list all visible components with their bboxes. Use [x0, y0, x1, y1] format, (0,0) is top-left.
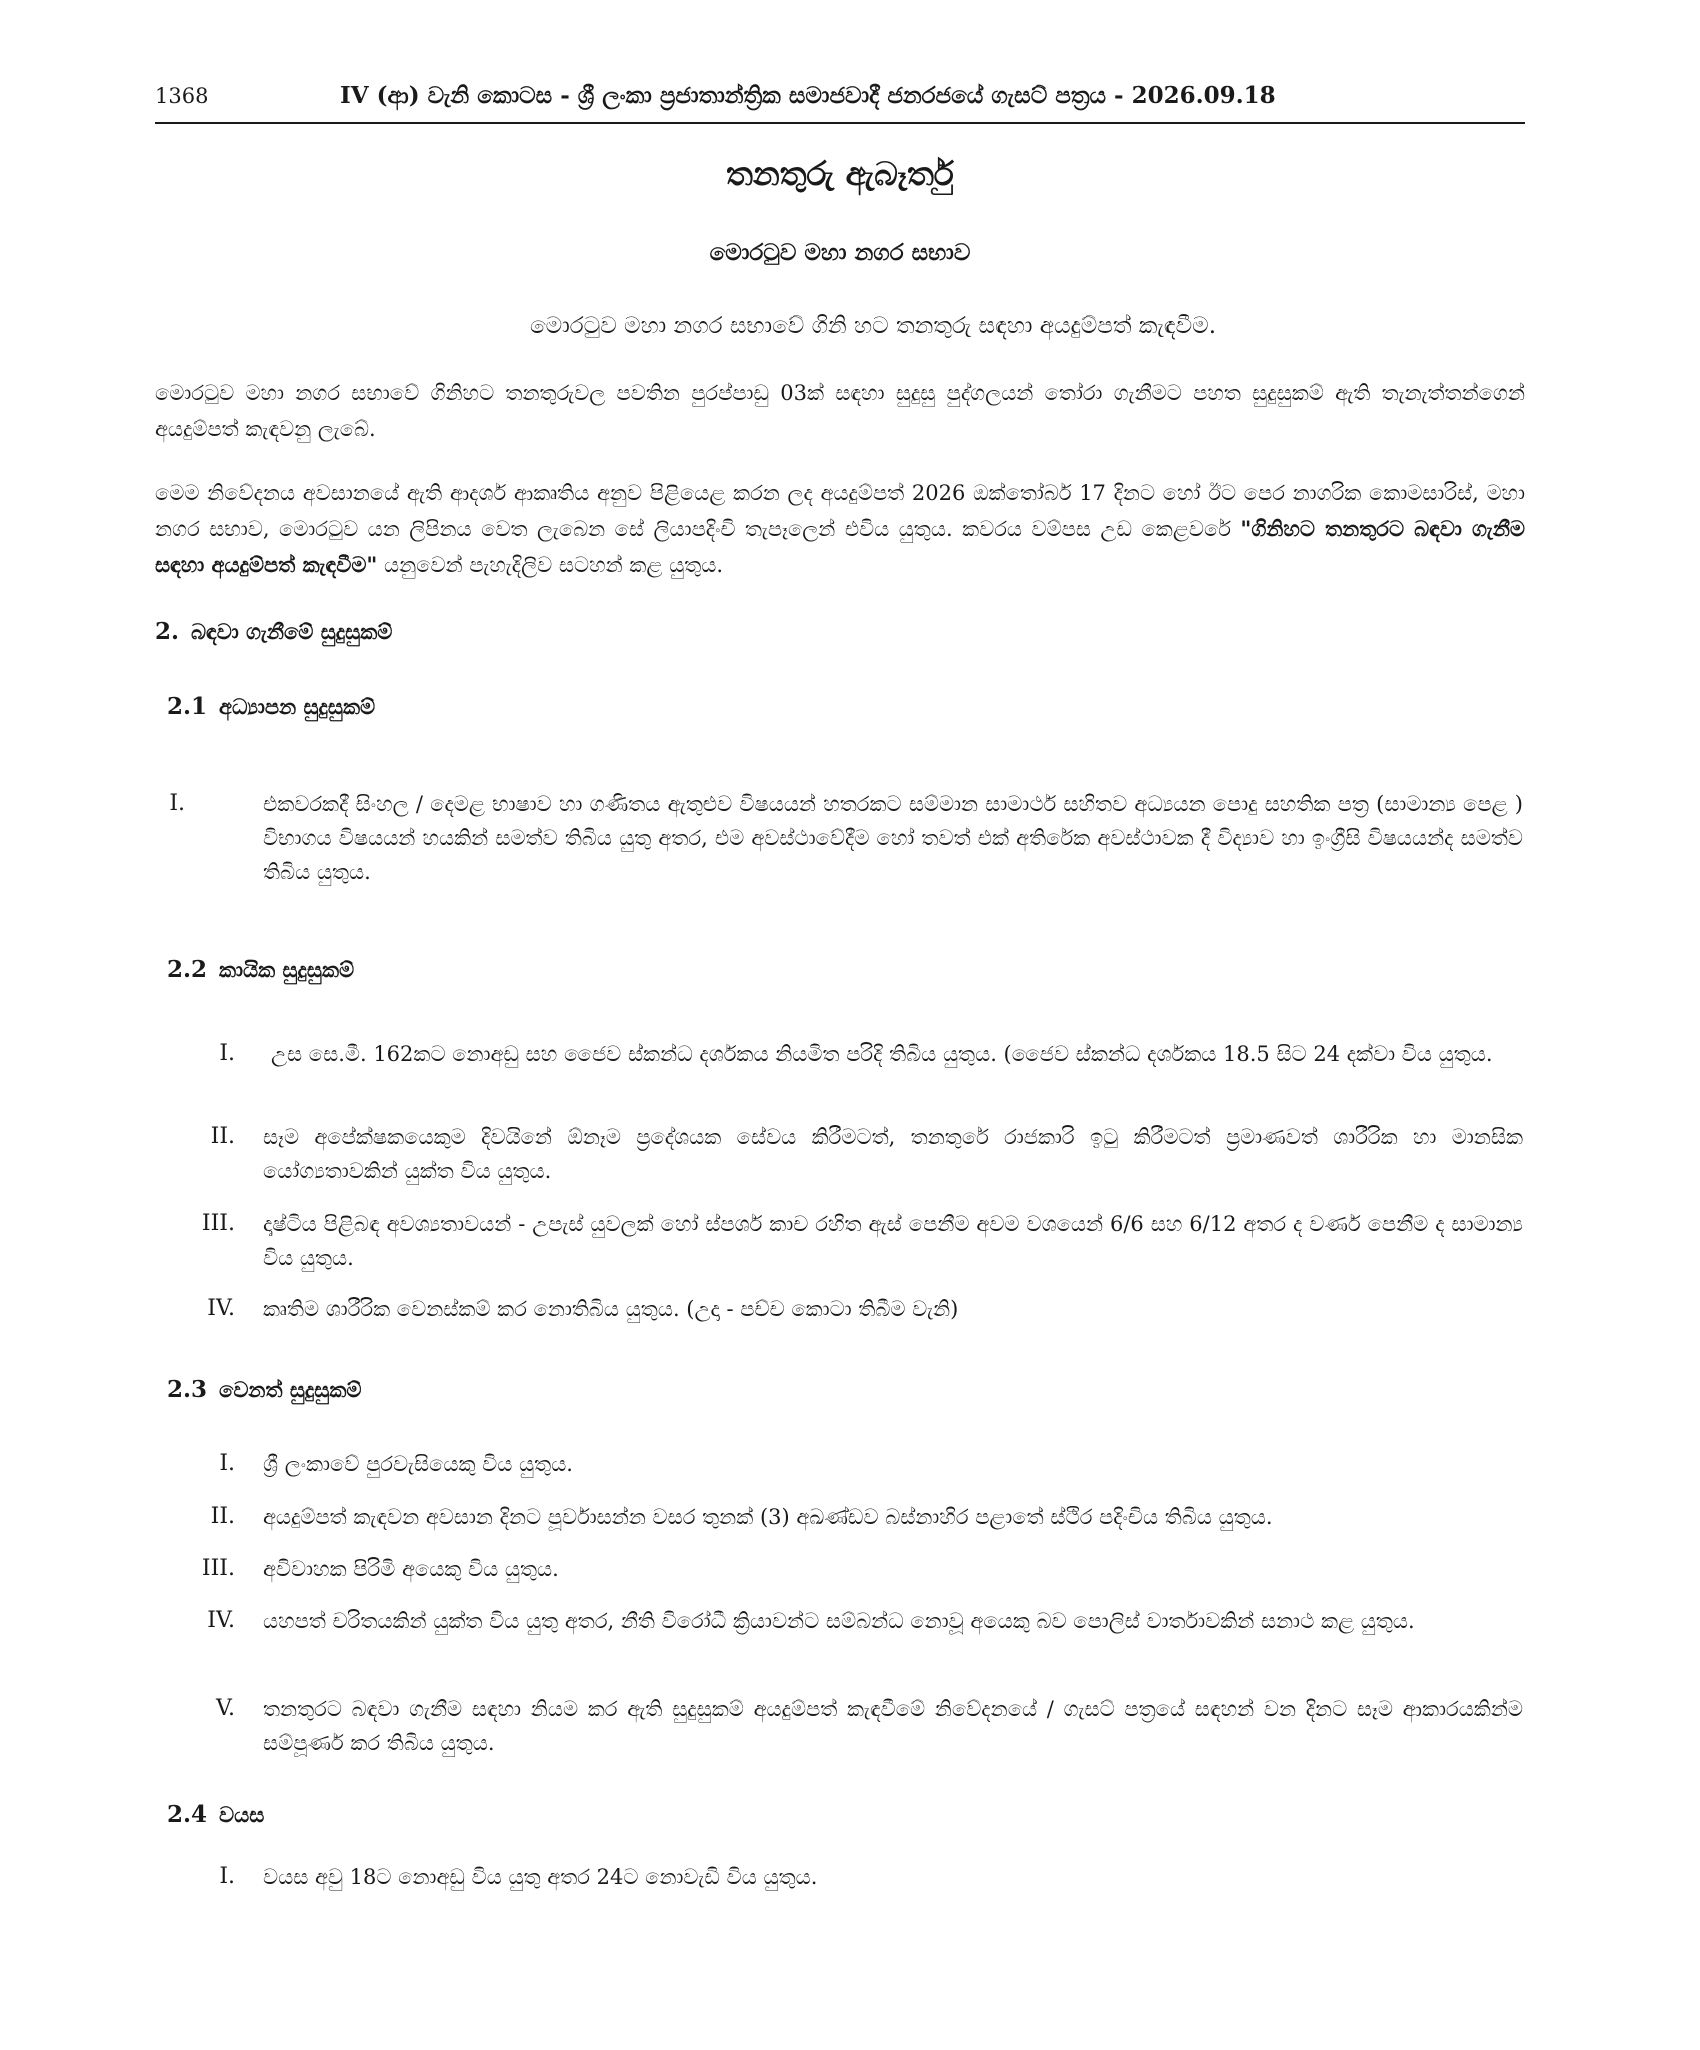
subsection-number: 2.1 [167, 693, 208, 720]
subsection-heading [167, 1800, 264, 1830]
intro-paragraph-1: මොරටුව මහා නගර සභාවේ ගිනිහට තනතුරුවල පවතින පුරප්පාඩු 03ක් සඳහා සුදුසු පුද්ගලයන් තෝරා ගැනීමට පහත සුදුසුකම් ඇති තැනැත්තන්ගෙන් අයදුම්පත් කැඳවනු ලැබේ. [155, 381, 1525, 441]
item-numeral: II. [210, 1504, 235, 1529]
item-text: සෑම අපේක්ෂකයෙකුම දිවයිනේ ඕනෑම ප්‍රදේශයක සේවය කිරීමටත්, තනතුරේ රාජකාරි ඉටු කිරීමටත් ප්‍රමාණවත් ශාරීරික හා මානසික යෝග්‍යතාවකින් යුක්ත විය යුතුය. [263, 1125, 1523, 1183]
item-text: ශ්‍රී ලංකාවේ පුරවැසියෙකු විය යුතුය. [263, 1452, 573, 1476]
subsection-heading [167, 955, 354, 985]
subsection-number: 2.4 [167, 1801, 208, 1828]
intro-text-after: යනුවෙන් පැහැදිලිව සටහන් කළ යුතුය. [377, 553, 724, 577]
subsection-heading [167, 1375, 362, 1405]
item-text: කෘතිම ශාරීරික වෙනස්කම් කර නොතිබිය යුතුය. (උදා - පච්ච කොටා තිබීම වැනි) [263, 1297, 959, 1321]
running-header [155, 82, 1525, 122]
item-numeral: V. [215, 1696, 235, 1721]
running-title: IV (ආ) වැනි කොටස - ශ්‍රී ලංකා ප්‍රජාතාන්ත්‍රික සමාජවාදී ජනරජයේ ගැසට් පත්‍රය - 2026.09.18 [340, 82, 1276, 109]
item-text: වයස අවු 18ට නොඅඩු විය යුතු අතර 24ට නොවැඩි විය යුතුය. [263, 1865, 818, 1889]
subsection-heading [167, 692, 375, 722]
intro-paragraph-2 [155, 475, 1525, 583]
subsection-number: 2.3 [167, 1376, 208, 1403]
item-text: අයදුම්පත් කැඳවන අවසාන දිනට පූර්වාසන්න වසර තුනක් (3) අඛණ්ඩව බස්නාහිර පළාතේ ස්ථිර පදිංචිය තිබිය යුතුය. [263, 1505, 1273, 1529]
subsection-title: කායික සුදුසුකම් [219, 957, 355, 982]
item-text: තනතුරට බඳවා ගැනීම සඳහා නියම කර ඇති සුදුසුකම් අයදුම්පත් කැඳවීමේ නිවේදනයේ / ගැසට් පත්‍රයේ සඳහන් වන දිනට සෑම ආකාරයකින්ම සම්පූර්ණ කර තිබිය යුතුය. [263, 1697, 1523, 1755]
subsection-number: 2.2 [167, 956, 208, 983]
item-numeral: III. [201, 1211, 235, 1236]
page-number: 1368 [155, 84, 209, 108]
subsection-title: වෙනත් සුදුසුකම් [219, 1377, 362, 1402]
intro-emphasis: "ගිනිහට තනතුරට බඳවා ගැනීම සඳහා අයදුම්පත් කැඳවීම" [155, 516, 1525, 577]
item-numeral: I. [219, 1864, 235, 1889]
notice-heading: මොරටුව මහා නගර සභාවේ ගිනි හට තනතුරු සඳහා අයදුම්පත් කැඳවීම. [530, 313, 1217, 339]
item-numeral: I. [219, 1451, 235, 1476]
institution-name: මොරටුව මහා නගර සභාව [709, 239, 971, 266]
subsection-title: වයස [219, 1802, 265, 1827]
item-numeral: I. [219, 1041, 235, 1066]
item-text: යහපත් චරිතයකින් යුක්ත විය යුතු අතර, නීති විරෝධී ක්‍රියාවන්ට සම්බන්ධ නොවූ අයෙකු බව පොලිස් වාර්තාවකින් සනාථ කළ යුතුය. [263, 1609, 1415, 1633]
header-rule [155, 122, 1525, 124]
subsection-title: අධ්‍යාපන සුදුසුකම් [219, 694, 376, 719]
item-text: උස සෙ.මී. 162කට නොඅඩු සහ ජෛව ස්කන්ධ දර්ශකය නියමිත පරිදි තිබිය යුතුය. (ජෛව ස්කන්ධ දර්ශකය 18.5 සිට 24 දක්වා විය යුතුය. [271, 1042, 1493, 1066]
section-heading [155, 617, 392, 647]
item-numeral: II. [210, 1124, 235, 1149]
page-title: තනතුරු ඇබෑර්තු [726, 154, 954, 193]
gazette-page [155, 0, 1525, 2050]
item-text: එකවරකදී සිංහල / දෙමළ භාෂාව හා ගණිතය ඇතුළුව විෂයයන් හතරකට සම්මාන සාමාර්ථ සහිතව අධ්‍යයන පොදු සහතික පත්‍ර (සාමාන්‍ය පෙළ ) විභාගය විෂයයන් හයකින් සමත්ව තිබිය යුතු අතර, එම අවස්ථාවේදීම හෝ තවත් එක් අතිරේක අවස්ථාවක දී විද්‍යාව හා ඉංග්‍රීසි විෂයයන්ද සමත්ව තිබිය යුතුය. [263, 792, 1523, 884]
section-number: 2. [155, 618, 180, 645]
item-numeral: III. [201, 1556, 235, 1581]
intro-text-before: මෙම නිවේදනය අවසානයේ ඇති ආදර්ශ ආකෘතිය අනුව පිළියෙළ කරන ලද අයදුම්පත් 2026 ඔක්තෝබර් 17 දිනට හෝ ඊට පෙර නාගරික කොමසාරිස්, මහා නගර සභාව, මොරටුව යන ලිපිනය වෙත ලැබෙන සේ ලියාපදිංචි තැපෑලෙන් එවිය යුතුය. කවරය වම්පස උඩ කෙළවරේ [155, 481, 1525, 541]
item-text: අවිවාහක පිරිමි අයෙකු විය යුතුය. [263, 1557, 559, 1581]
item-text: දෘෂ්ටිය පිළිබඳ අවශ්‍යතාවයන් - උපැස් යුවලක් හෝ ස්පර්ශ කාච රහිත ඇස් පෙනීම අවම වශයෙන් 6/6 සහ 6/12 අතර ද වර්ණ පෙනීම ද සාමාන්‍ය විය යුතුය. [263, 1212, 1523, 1270]
item-numeral: IV. [207, 1608, 235, 1633]
item-numeral: IV. [207, 1296, 235, 1321]
section-title: බඳවා ගැනීමේ සුදුසුකම් [191, 619, 393, 644]
item-numeral: I. [169, 791, 185, 816]
